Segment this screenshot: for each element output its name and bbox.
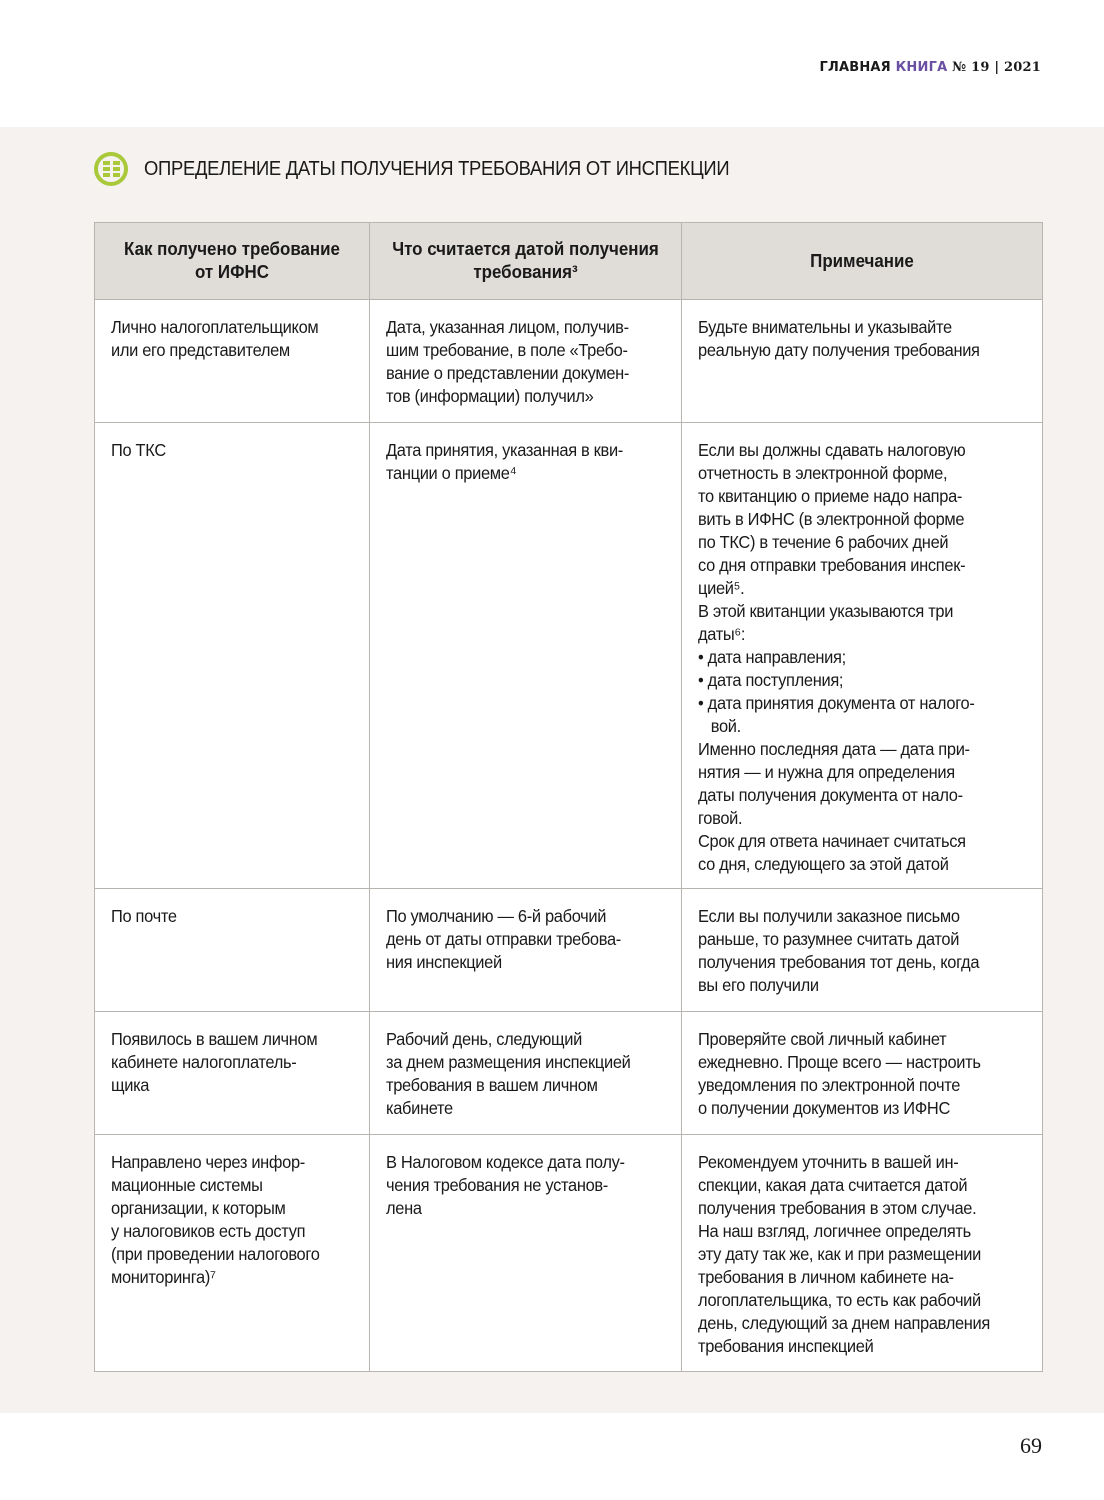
cell-method: По ТКС bbox=[95, 423, 370, 889]
page-number: 69 bbox=[1020, 1433, 1042, 1458]
table-row bbox=[95, 1135, 1043, 1372]
cell-date: В Налоговом кодексе дата полу- чения требования не установ- лена bbox=[370, 1135, 682, 1372]
table-icon bbox=[94, 152, 128, 186]
cell-note: Проверяйте свой личный кабинет ежедневно. Проще всего — настроить уведомления по электронной почте о получении документов из ИФНС bbox=[682, 1012, 1043, 1135]
cell-note: Если вы получили заказное письмо раньше, то разумнее считать датой получения требования тот день, когда вы его получили bbox=[682, 889, 1043, 1012]
issue-number: № 19 | 2021 bbox=[952, 60, 1041, 75]
masthead bbox=[819, 60, 1041, 75]
column-header-method: Как получено требование от ИФНС bbox=[95, 223, 370, 300]
table-row bbox=[95, 300, 1043, 423]
cell-date: Дата, указанная лицом, получив- шим требование, в поле «Требо- вание о представлении докумен- тов (информации) получил» bbox=[370, 300, 682, 423]
cell-method: По почте bbox=[95, 889, 370, 1012]
cell-note: Рекомендуем уточнить в вашей ин- спекции, какая дата считается датой получения требования в этом случае. На наш взгляд, логичнее определять эту дату так же, как и при размещении требования в личном кабинете на- логоплательщика, то есть как рабочий день, следующий за днем направления требования инспекцией bbox=[682, 1135, 1043, 1372]
section-title: ОПРЕДЕЛЕНИЕ ДАТЫ ПОЛУЧЕНИЯ ТРЕБОВАНИЯ ОТ ИНСПЕКЦИИ bbox=[144, 157, 730, 180]
table-header-row bbox=[95, 223, 1043, 300]
data-table bbox=[94, 222, 1043, 1372]
brand-name-1: ГЛАВНАЯ bbox=[819, 60, 891, 75]
column-header-date: Что считается датой получения требования³ bbox=[370, 223, 682, 300]
cell-date: Рабочий день, следующий за днем размещения инспекцией требования в вашем личном кабинете bbox=[370, 1012, 682, 1135]
cell-note: Будьте внимательны и указывайте реальную дату получения требования bbox=[682, 300, 1043, 423]
cell-note: Если вы должны сдавать налоговую отчетность в электронной форме, то квитанцию о приеме надо напра- вить в ИФНС (в электронной форме по ТКС) в течение 6 рабочих дней со дня отправки требования инспек- цией⁵. В этой квитанции указываются три даты⁶: • дата направления; • дата поступления; • дата принятия документа от налого- вой. Именно последняя дата — дата при- нятия — и нужна для определения даты получения документа от нало- говой. Срок для ответа начинает считаться со дня, следующего за этой датой bbox=[682, 423, 1043, 889]
brand-name-2: КНИГА bbox=[895, 60, 948, 75]
column-header-note: Примечание bbox=[682, 223, 1043, 300]
cell-method: Направлено через инфор- мационные системы организации, к которым у налоговиков есть доступ (при проведении налогового мониторинга)⁷ bbox=[95, 1135, 370, 1372]
table-row bbox=[95, 1012, 1043, 1135]
cell-date: По умолчанию — 6-й рабочий день от даты отправки требова- ния инспекцией bbox=[370, 889, 682, 1012]
table-row bbox=[95, 423, 1043, 889]
table-row bbox=[95, 889, 1043, 1012]
cell-method: Лично налогоплательщиком или его представителем bbox=[95, 300, 370, 423]
cell-method: Появилось в вашем личном кабинете налогоплатель- щика bbox=[95, 1012, 370, 1135]
cell-date: Дата принятия, указанная в кви- танции о приеме⁴ bbox=[370, 423, 682, 889]
section-header bbox=[94, 152, 780, 186]
